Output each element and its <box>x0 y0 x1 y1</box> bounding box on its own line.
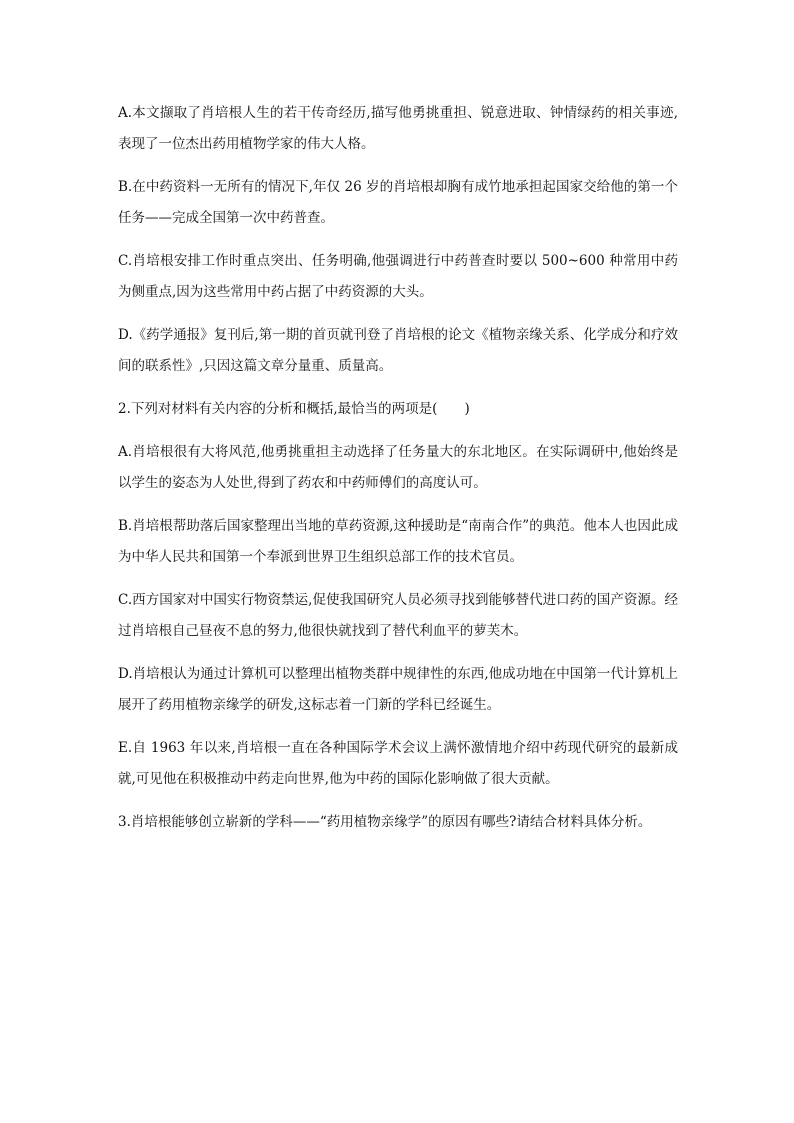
document-page <box>118 98 678 850</box>
q2-option-a: A.肖培根很有大将风范,他勇挑重担主动选择了任务量大的东北地区。在实际调研中,他始终是以学生的姿态为人处世,得到了药农和中药师傅们的高度认可。 <box>118 444 678 491</box>
q1-option-c: C.肖培根安排工作时重点突出、任务明确,他强调进行中药普查时要以 500~600 种常用中药为侧重点,因为这些常用中药占据了中药资源的大头。 <box>118 253 678 300</box>
q1-option-a: A.本文撷取了肖培根人生的若干传奇经历,描写他勇挑重担、锐意进取、钟情绿药的相关事迹,表现了一位杰出药用植物学家的伟大人格。 <box>118 105 678 152</box>
question-3-stem: 3.肖培根能够创立崭新的学科——“药用植物亲缘学”的原因有哪些?请结合材料具体分析。 <box>118 814 652 830</box>
q1-option-b: B.在中药资料一无所有的情况下,年仅 26 岁的肖培根却胸有成竹地承担起国家交给他的第一个任务——完成全国第一次中药普查。 <box>118 179 678 226</box>
q1-option-d: D.《药学通报》复刊后,第一期的首页就刊登了肖培根的论文《植物亲缘关系、化学成分和疗效间的联系性》,只因这篇文章分量重、质量高。 <box>118 327 678 374</box>
q2-option-c: C.西方国家对中国实行物资禁运,促使我国研究人员必须寻找到能够替代进口药的国产资源。经过肖培根自己昼夜不息的努力,他很快就找到了替代利血平的萝芙木。 <box>118 592 678 639</box>
q2-option-b: B.肖培根帮助落后国家整理出当地的草药资源,这种援助是“南南合作”的典范。他本人也因此成为中华人民共和国第一个奉派到世界卫生组织总部工作的技术官员。 <box>118 518 678 565</box>
q2-option-d: D.肖培根认为通过计算机可以整理出植物类群中规律性的东西,他成功地在中国第一代计算机上展开了药用植物亲缘学的研发,这标志着一门新的学科已经诞生。 <box>118 666 678 713</box>
q2-option-e: E.自 1963 年以来,肖培根一直在各种国际学术会议上满怀激情地介绍中药现代研究的最新成就,可见他在积极推动中药走向世界,他为中药的国际化影响做了很大贡献。 <box>118 740 678 787</box>
question-2-stem: 2.下列对材料有关内容的分析和概括,最恰当的两项是( ) <box>118 401 470 417</box>
